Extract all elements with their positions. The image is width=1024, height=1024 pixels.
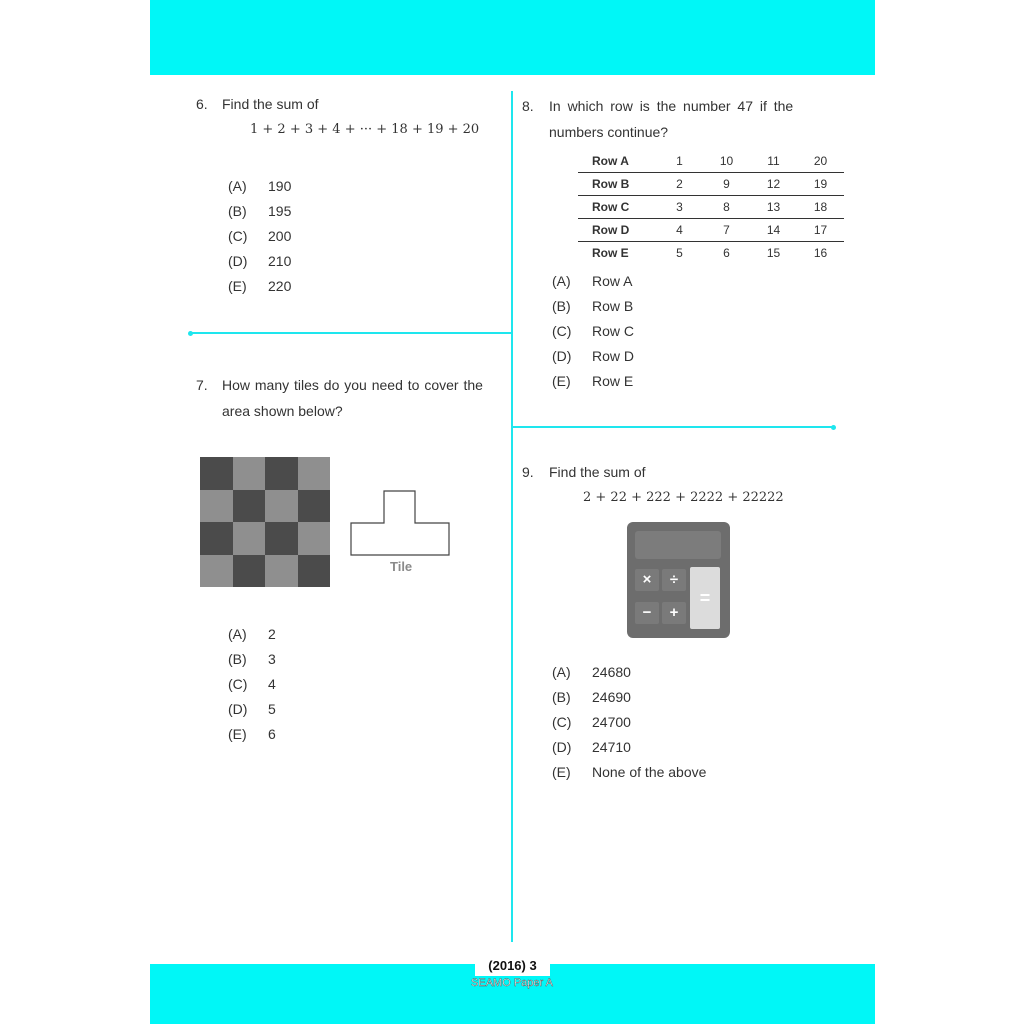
option-c[interactable]: (C) Row C xyxy=(552,323,635,339)
option-b[interactable]: (B) 195 xyxy=(228,203,292,219)
calculator-icon xyxy=(627,522,730,638)
divider-dot xyxy=(188,331,193,336)
table-row: Row A 1 10 11 20 xyxy=(578,150,844,173)
math-expression: 1 + 2 + 3 + 4 + ··· + 18 + 19 + 20 xyxy=(250,122,480,137)
option-d[interactable]: (D) 210 xyxy=(228,253,292,269)
table-row: Row E 5 6 15 16 xyxy=(592,246,828,260)
option-b[interactable]: (B) 3 xyxy=(228,651,276,667)
section-divider-right xyxy=(513,426,834,428)
math-expression: 2 + 22 + 222 + 2222 + 22222 xyxy=(583,490,784,505)
table-row: Row B 2 9 12 19 xyxy=(578,173,844,196)
option-c[interactable]: (C) 200 xyxy=(228,228,292,244)
question-text: In which row is the number 47 if the xyxy=(549,98,794,114)
option-a[interactable]: (A) 24680 xyxy=(552,664,631,680)
option-c[interactable]: (C) 24700 xyxy=(552,714,631,730)
option-b[interactable]: (B) Row B xyxy=(552,298,634,314)
section-divider-left xyxy=(190,332,512,334)
option-a[interactable]: (A) 190 xyxy=(228,178,292,194)
option-d[interactable]: (D) Row D xyxy=(552,348,635,364)
equals-key: = xyxy=(690,567,720,629)
multiply-key: × xyxy=(635,569,659,591)
divide-key: ÷ xyxy=(662,569,686,591)
column-divider xyxy=(511,91,513,942)
table-row: Row C 3 8 13 18 xyxy=(578,196,844,219)
calculator-screen xyxy=(635,531,721,559)
tile-label: Tile xyxy=(390,559,413,574)
option-a[interactable]: (A) Row A xyxy=(552,273,633,289)
question-text-cont: area shown below? xyxy=(222,403,343,419)
question-number: 8. xyxy=(522,98,534,114)
question-number: 9. xyxy=(522,464,534,480)
question-text: Find the sum of xyxy=(549,464,646,480)
header-band xyxy=(150,0,875,75)
question-number: 6. xyxy=(196,96,208,112)
question-number: 7. xyxy=(196,377,208,393)
option-e[interactable]: (E) 220 xyxy=(228,278,292,294)
table-row: Row D 4 7 14 17 xyxy=(578,219,844,242)
divider-dot xyxy=(831,425,836,430)
page-number: (2016) 3 xyxy=(475,956,550,976)
question-text-cont: numbers continue? xyxy=(549,124,669,140)
minus-key: − xyxy=(635,602,659,624)
option-b[interactable]: (B) 24690 xyxy=(552,689,631,705)
question-text: How many tiles do you need to cover the xyxy=(222,377,483,393)
paper-name: SEAMO Paper A xyxy=(471,977,553,989)
number-table xyxy=(578,150,844,264)
tile-shape xyxy=(349,489,452,559)
option-d[interactable]: (D) 24710 xyxy=(552,739,631,755)
option-e[interactable]: (E) None of the above xyxy=(552,764,707,780)
option-c[interactable]: (C) 4 xyxy=(228,676,276,692)
plus-key: + xyxy=(662,602,686,624)
question-text: Find the sum of xyxy=(222,96,319,112)
option-e[interactable]: (E) 6 xyxy=(228,726,276,742)
checkerboard-area xyxy=(200,457,330,587)
option-e[interactable]: (E) Row E xyxy=(552,373,634,389)
option-d[interactable]: (D) 5 xyxy=(228,701,276,717)
option-a[interactable]: (A) 2 xyxy=(228,626,276,642)
